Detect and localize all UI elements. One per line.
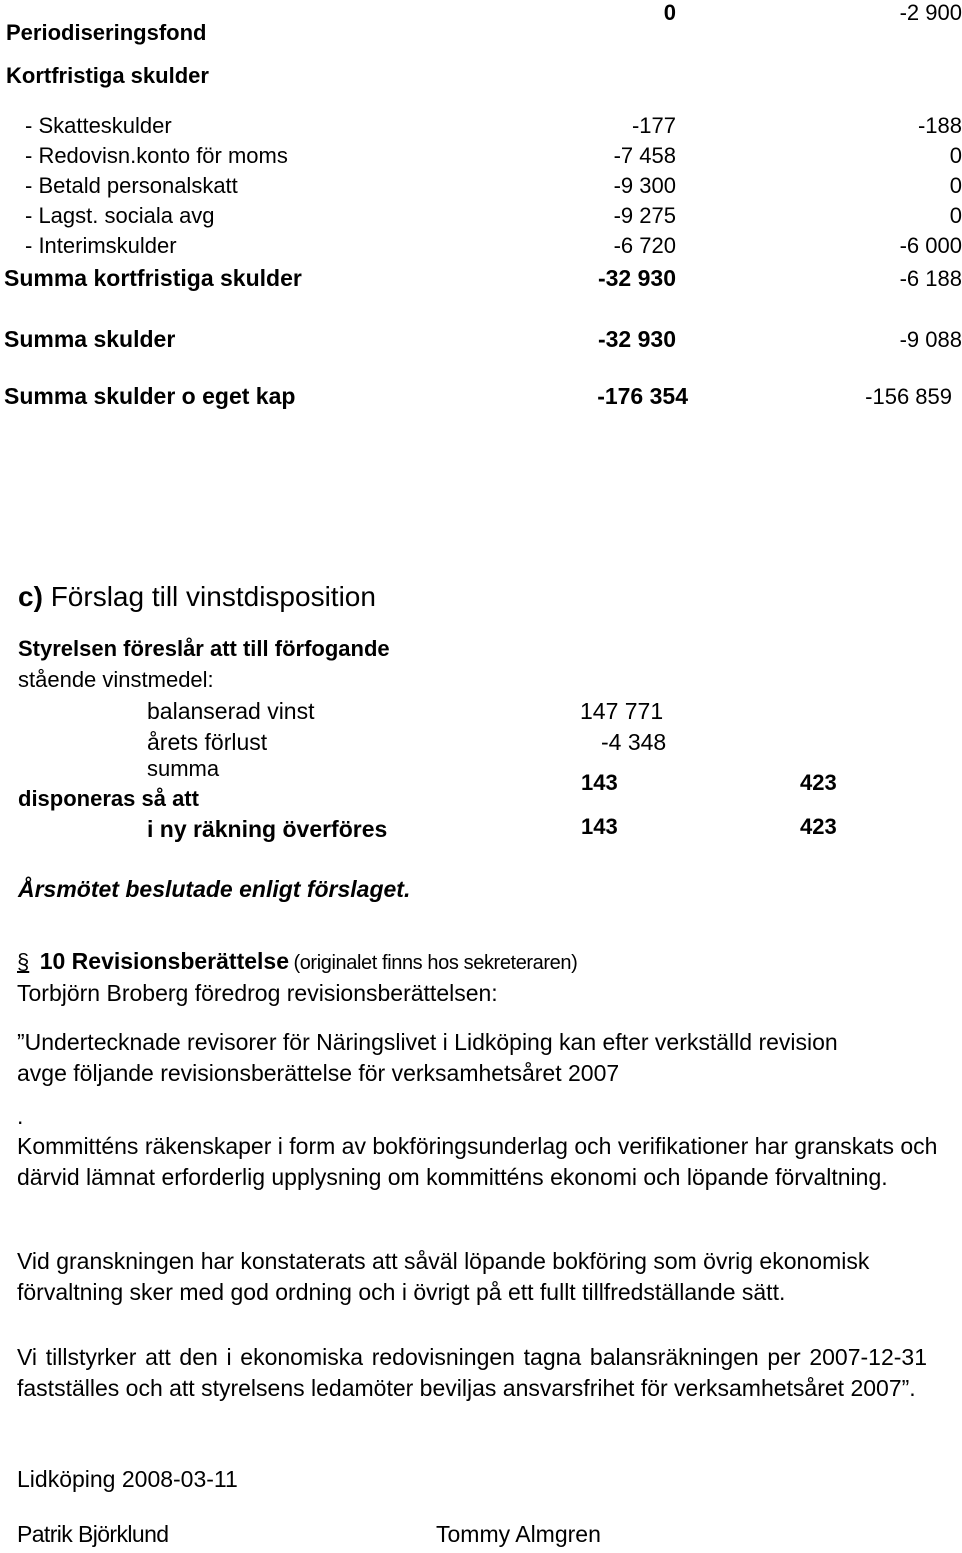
summa-label: summa [147,756,220,781]
liability-item-col2: 0 [949,173,962,198]
disponeras-label: disponeras så att [18,786,199,811]
ny-rakning-label: i ny räkning överföres [147,816,388,842]
periodiseringsfond-col2: -2 900 [899,0,962,25]
place-date: Lidköping 2008-03-11 [17,1466,238,1492]
liability-item-col2: 0 [949,203,962,228]
decision-text: Årsmötet beslutade enligt förslaget. [18,876,411,902]
liability-item-col2: 0 [949,143,962,168]
disposition-heading [18,583,376,611]
liability-item-col1: -177 [631,113,676,138]
periodiseringsfond-label: Periodiseringsfond [6,20,207,45]
section-10-title: 10 Revisionsberättelse [39,948,289,974]
arets-forlust-label: årets förlust [147,729,268,755]
liability-item-label: - Betald personalskatt [25,173,238,198]
summa-kortfristiga-label: Summa kortfristiga skulder [4,265,302,291]
disposition-title: Förslag till vinstdisposition [50,581,376,612]
kortfristiga-skulder-heading: Kortfristiga skulder [6,63,209,88]
liability-item-label: - Skatteskulder [25,113,172,138]
summa-skulder-eget-kap-label: Summa skulder o eget kap [4,383,296,409]
audit-dot: . [17,1103,24,1129]
arets-forlust-value: -4 348 [601,729,667,755]
section-10-note: (originalet finns hos sekreteraren) [293,952,578,974]
summa-value-a: 143 [581,770,618,795]
summa-value-b: 423 [800,770,837,795]
summa-skulder-label: Summa skulder [4,326,176,352]
summa-skulder-col1: -32 930 [597,326,676,352]
summa-kortfristiga-col2: -6 188 [899,266,962,291]
presenter-line: Torbjörn Broberg föredrog revisionsberättelsen: [17,980,498,1006]
paragraph-symbol: § [17,949,30,974]
summa-skulder-eget-kap-col1: -176 354 [597,383,688,409]
liability-item-col1: -9 300 [613,173,676,198]
liability-item-label: - Lagst. sociala avg [25,203,215,228]
audit-quote-line-2: avge följande revisionsberättelse för verksamhetsåret 2007 [17,1060,620,1086]
periodiseringsfond-col1: 0 [663,0,676,25]
liability-item-col2: -6 000 [899,233,962,258]
summa-skulder-col2: -9 088 [899,327,962,352]
liability-item-label: - Interimskulder [25,233,177,258]
disposition-intro-bold: Styrelsen föreslår att till förfogande [18,636,390,661]
ny-rakning-value-b: 423 [800,814,837,839]
audit-paragraph-1: Kommitténs räkenskaper i form av bokföringsunderlag och verifikationer har granskats och därvid lämnat erforderlig upplysning om kommitténs ekonomi och löpande förvaltning. [17,1133,938,1190]
disposition-intro-rest: stående vinstmedel: [18,667,214,692]
signature-name-2: Tommy Almgren [436,1521,601,1547]
section-10-heading [17,950,577,973]
liability-item-label: - Redovisn.konto för moms [25,143,288,168]
disposition-letter: c) [18,581,43,612]
audit-quote-line-1: ”Undertecknade revisorer för Näringslivet i Lidköping kan efter verkställd revision [17,1029,838,1055]
summa-kortfristiga-col1: -32 930 [597,265,676,291]
audit-paragraph-3: Vi tillstyrker att den i ekonomiska redovisningen tagna balansräkningen per 2007-12-31 fastställes och att styrelsens ledamöter beviljas ansvarsfrihet för verksamhetsåret 2007”. [17,1344,927,1401]
signature-name-1: Patrik Björklund [17,1521,169,1547]
balanserad-vinst-label: balanserad vinst [147,698,315,724]
ny-rakning-value-a: 143 [581,814,618,839]
liability-item-col2: -188 [917,113,962,138]
liability-item-col1: -7 458 [613,143,676,168]
audit-paragraph-2: Vid granskningen har konstaterats att såväl löpande bokföring som övrig ekonomisk förvaltning sker med god ordning och i övrigt på ett fullt tillfredställande sätt. [17,1248,870,1305]
liability-item-col1: -9 275 [613,203,676,228]
liability-item-col1: -6 720 [613,233,676,258]
summa-skulder-eget-kap-col2: -156 859 [865,384,952,409]
balanserad-vinst-value: 147 771 [580,698,664,724]
